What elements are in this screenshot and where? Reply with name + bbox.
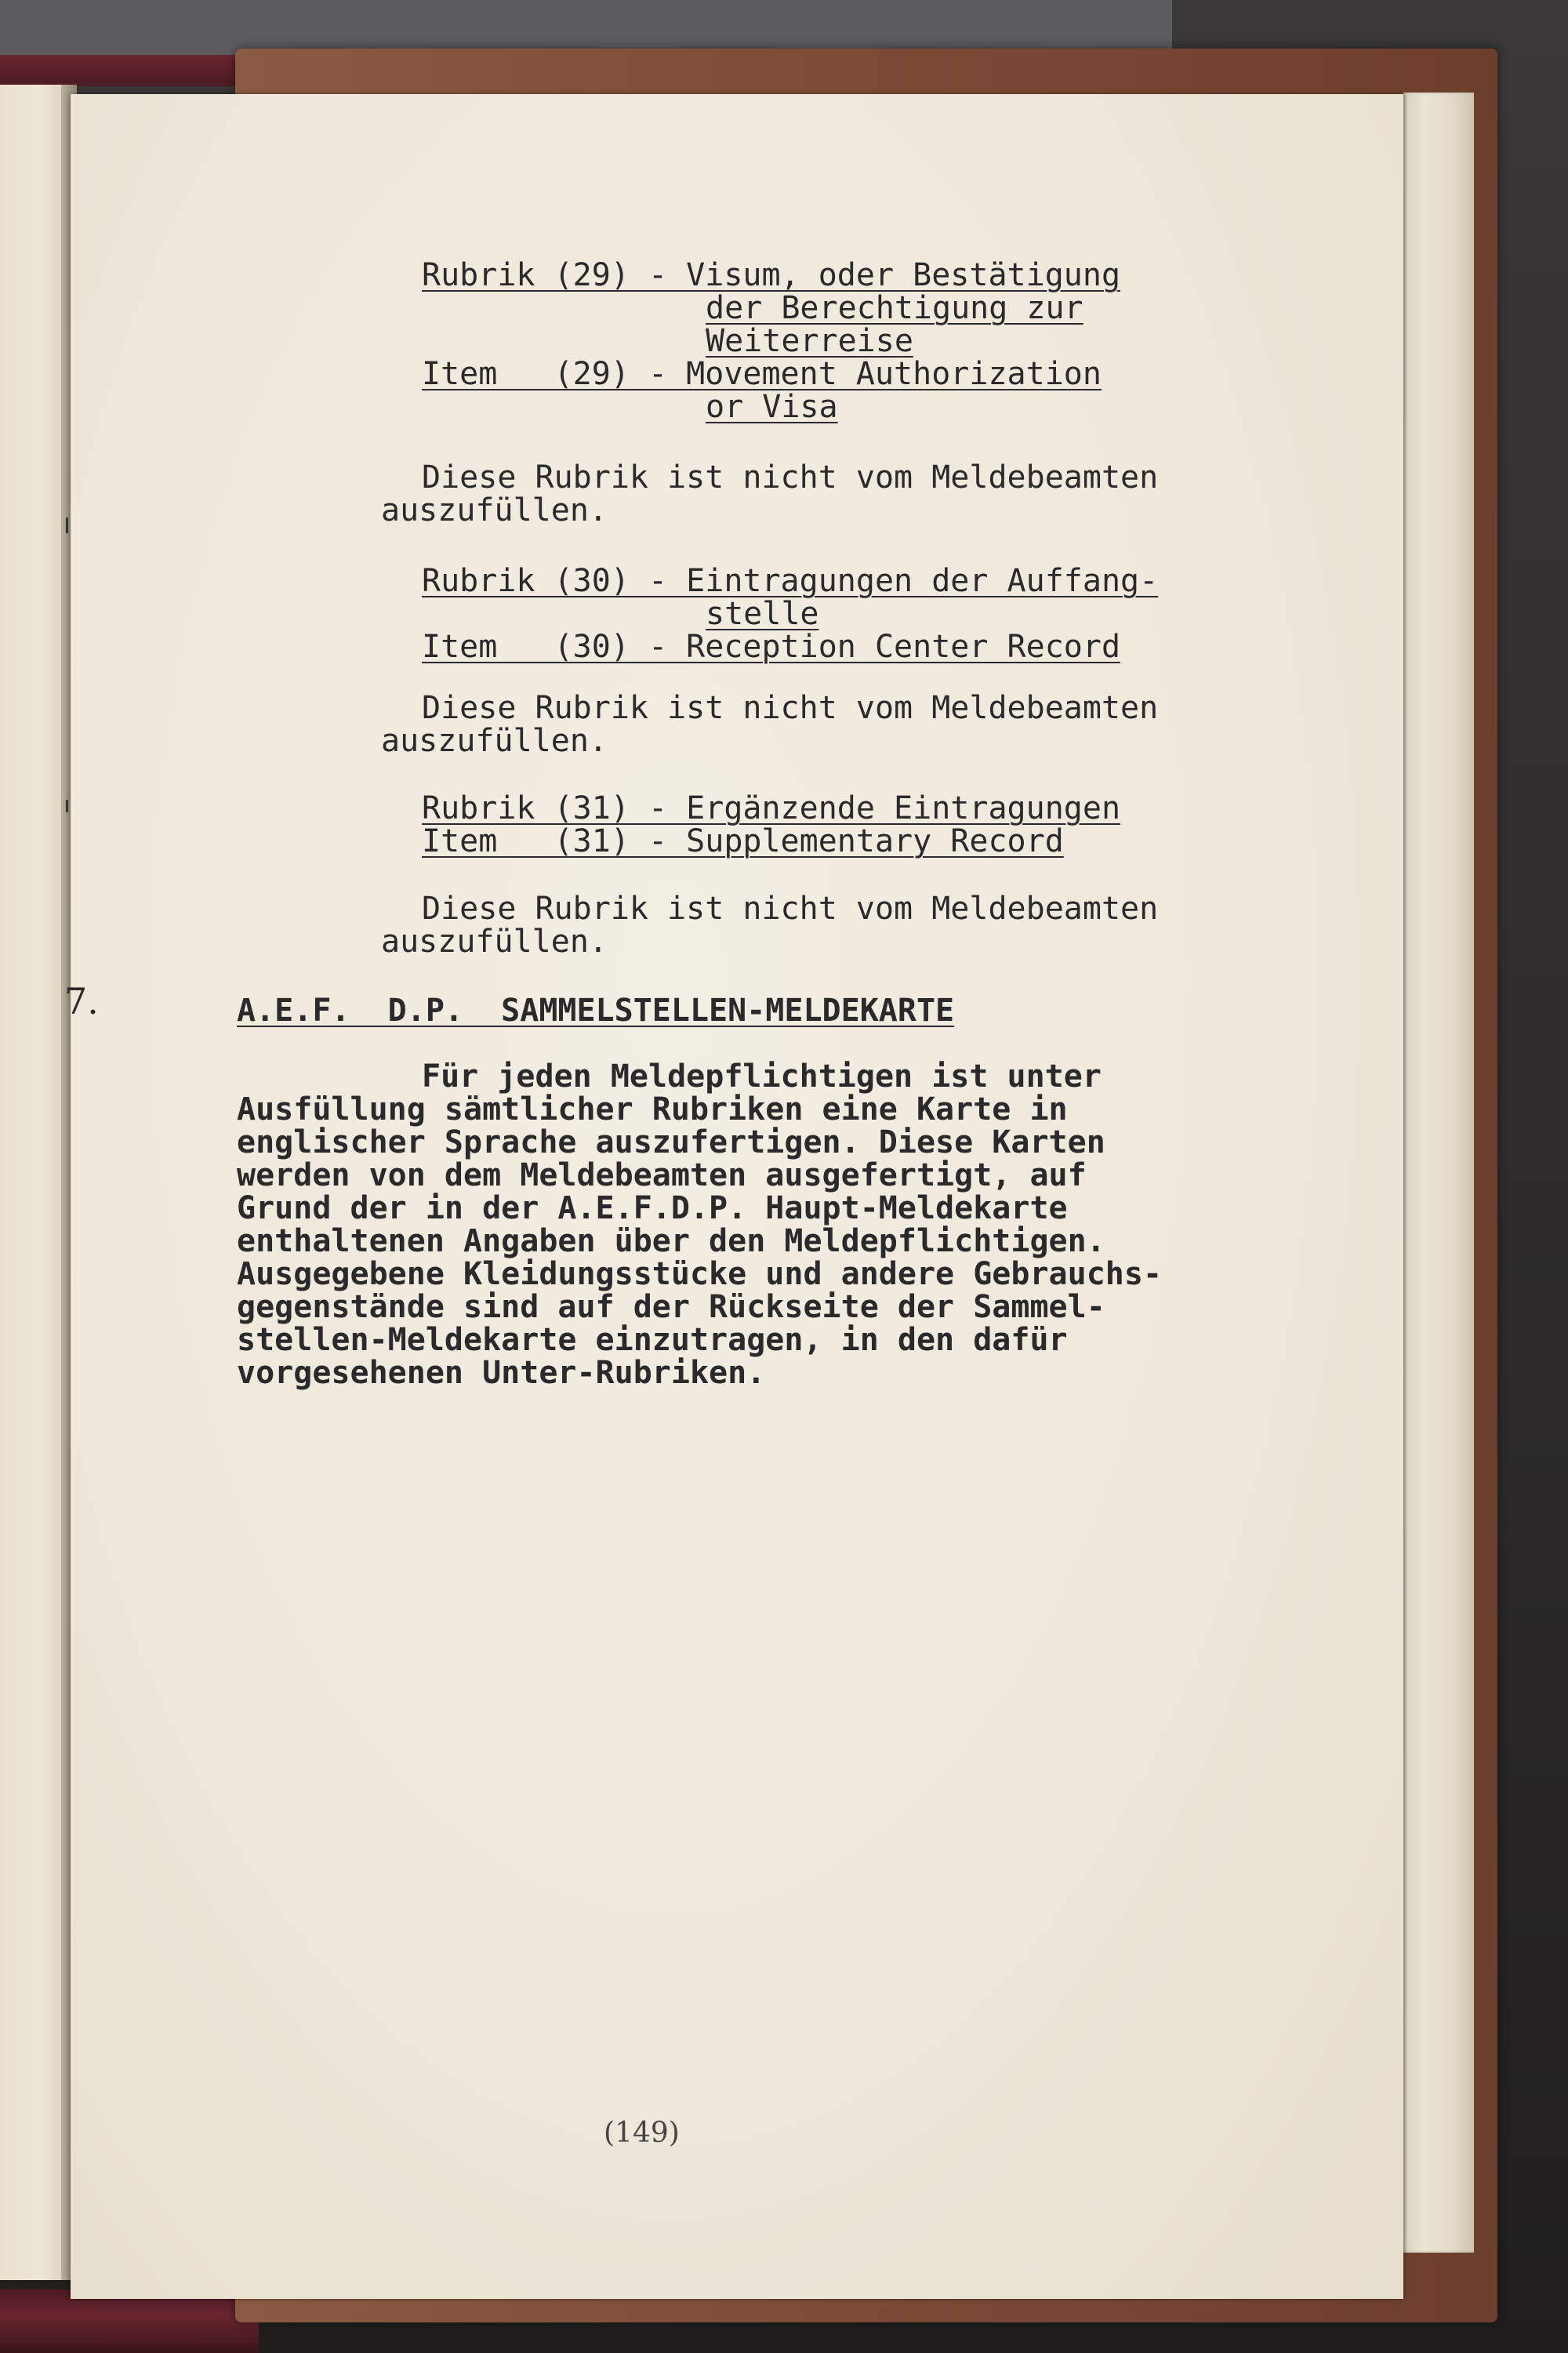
paragraph-line: Ausfüllung sämtlicher Rubriken eine Karte in	[237, 1091, 1068, 1127]
scanner-background-top	[0, 0, 1172, 55]
rubric-30-title-cont: stelle	[706, 596, 819, 632]
rubric-31-note: Diese Rubrik ist nicht vom Meldebeamten	[422, 891, 1159, 927]
book-binding-top	[0, 55, 259, 86]
section-number: 7.	[64, 980, 99, 1022]
paragraph-line: Ausgegebene Kleidungsstücke und andere Gebrauchs-	[237, 1256, 1163, 1292]
book-binding-bottom	[0, 2289, 259, 2353]
item-31-title: Item (31) - Supplementary Record	[422, 823, 1064, 859]
page-stack-edge	[1403, 93, 1474, 2253]
rubric-30-title: Rubrik (30) - Eintragungen der Auffang-	[422, 563, 1159, 599]
document-page	[64, 94, 1403, 2299]
rubric-31-note-cont: auszufüllen.	[381, 924, 608, 960]
paragraph-line: vorgesehenen Unter-Rubriken.	[237, 1355, 766, 1391]
paragraph-line: enthaltenen Angaben über den Meldepflichtigen.	[237, 1223, 1105, 1259]
item-29-title-cont: or Visa	[706, 389, 838, 425]
rubric-30-note: Diese Rubrik ist nicht vom Meldebeamten	[422, 690, 1159, 726]
page-number: (149)	[604, 2117, 680, 2149]
left-page-sliver	[0, 85, 71, 2280]
paragraph-line: Grund der in der A.E.F.D.P. Haupt-Meldekarte	[237, 1190, 1068, 1226]
rubric-29-title: Rubrik (29) - Visum, oder Bestätigung	[422, 257, 1121, 293]
paragraph-line: gegenstände sind auf der Rückseite der Sammel-	[237, 1289, 1105, 1325]
paragraph-line: Für jeden Meldepflichtigen ist unter	[422, 1058, 1102, 1095]
paragraph-line: stellen-Meldekarte einzutragen, in den dafür	[237, 1322, 1068, 1358]
paragraph-line: englischer Sprache auszufertigen. Diese Karten	[237, 1124, 1105, 1160]
section-heading: A.E.F. D.P. SAMMELSTELLEN-MELDEKARTE	[237, 993, 955, 1029]
item-30-title: Item (30) - Reception Center Record	[422, 629, 1121, 665]
margin-tick	[66, 800, 68, 812]
rubric-30-note-cont: auszufüllen.	[381, 723, 608, 759]
item-29-title: Item (29) - Movement Authorization	[422, 356, 1102, 392]
rubric-29-note: Diese Rubrik ist nicht vom Meldebeamten	[422, 459, 1159, 496]
rubric-31-title: Rubrik (31) - Ergänzende Eintragungen	[422, 790, 1121, 826]
rubric-29-title-cont2: Weiterreise	[706, 323, 913, 359]
rubric-29-note-cont: auszufüllen.	[381, 492, 608, 528]
margin-tick	[66, 517, 68, 533]
rubric-29-title-cont: der Berechtigung zur	[706, 290, 1083, 326]
paragraph-line: werden von dem Meldebeamten ausgefertigt, auf	[237, 1157, 1087, 1193]
